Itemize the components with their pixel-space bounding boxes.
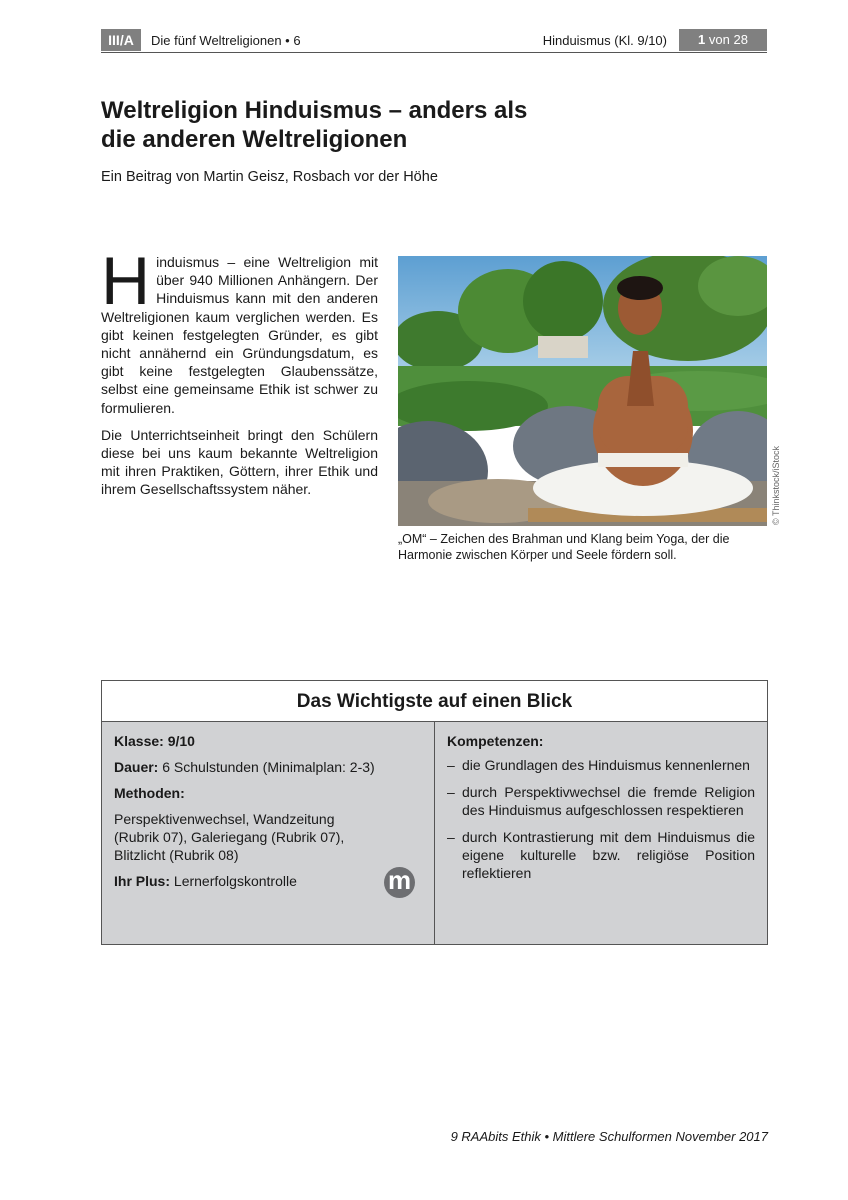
dauer-line bbox=[114, 758, 422, 776]
yoga-photo bbox=[398, 256, 767, 526]
author-byline: Ein Beitrag von Martin Geisz, Rosbach vor der Höhe bbox=[101, 169, 438, 185]
dauer-label: Dauer: bbox=[114, 759, 159, 775]
klasse-line bbox=[114, 732, 422, 750]
overview-heading: Das Wichtigste auf einen Blick bbox=[102, 681, 767, 722]
page-total: von 28 bbox=[708, 32, 748, 47]
page-header bbox=[101, 29, 767, 53]
intro-paragraph-2: Die Unterrichtseinheit bringt den Schülern diese bei uns kaum bekannte Weltreligion mit ihren Praktiken, Göttern, ihrer Ethik und ihrem Gesellschaftssystem näher. bbox=[101, 426, 378, 498]
methoden-label: Methoden: bbox=[114, 785, 185, 801]
klasse-label: Klasse: bbox=[114, 733, 164, 749]
kompetenzen-label: Kompetenzen: bbox=[447, 733, 544, 749]
kompetenz-item: – durch Kontrastierung mit dem Hinduismus die eigene kulturelle bzw. religiöse Position reflektieren bbox=[447, 828, 755, 882]
kompetenzen-list bbox=[447, 756, 755, 882]
plus-line bbox=[114, 872, 422, 890]
intro-paragraph-1 bbox=[101, 243, 378, 417]
intro-text bbox=[101, 243, 378, 508]
overview-box bbox=[101, 680, 768, 945]
section-badge: III/A bbox=[101, 29, 141, 51]
yoga-photo-illustration bbox=[398, 256, 767, 526]
methoden-value: Perspektivenwechsel, Wandzeitung (Rubrik 07), Galeriegang (Rubrik 07), Blitzlicht (Rubrik 08) bbox=[114, 811, 345, 863]
intro-p1-text: induismus – eine Weltreligion mit über 940 Millionen Anhängern. Der Hinduismus kann mit den anderen Weltreligionen kaum verglichen werden. Es gibt keinen festgelegten Gründer, es gibt nicht annähernd ein Gründungsdatum, es gibt keine festgelegten Glaubenssätze, selbst eine gemeinsame Ethik ist schwer zu formulieren. bbox=[101, 254, 378, 416]
methoden-label-line bbox=[114, 784, 422, 802]
topic-title: Hinduismus (Kl. 9/10) bbox=[542, 33, 667, 48]
photo-caption: „OM“ – Zeichen des Brahman und Klang beim Yoga, der die Harmonie zwischen Körper und Seele fördern soll. bbox=[398, 532, 730, 562]
dauer-value: 6 Schulstunden (Minimalplan: 2-3) bbox=[162, 759, 375, 775]
drop-cap: H bbox=[101, 243, 151, 319]
page-footer: 9 RAAbits Ethik • Mittlere Schulformen November 2017 bbox=[450, 1129, 768, 1144]
plus-value: Lernerfolgskontrolle bbox=[173, 873, 297, 889]
article-title bbox=[101, 96, 621, 154]
page-indicator bbox=[679, 29, 767, 51]
overview-right-column bbox=[435, 722, 767, 944]
methods-m-icon: m bbox=[384, 867, 415, 898]
klasse-value: 9/10 bbox=[167, 733, 195, 749]
series-title: Die fünf Weltreligionen • 6 bbox=[151, 33, 301, 48]
title-line-1: Weltreligion Hinduismus – anders als bbox=[101, 97, 528, 124]
plus-label: Ihr Plus: bbox=[114, 873, 171, 889]
kompetenz-item: – die Grundlagen des Hinduismus kennenlernen bbox=[447, 756, 755, 774]
kompetenz-item: – durch Perspektivwechsel die fremde Religion des Hinduismus aufgeschlossen respektieren bbox=[447, 783, 755, 819]
photo-credit: © Thinkstock/iStock bbox=[771, 446, 781, 525]
page-current: 1 bbox=[698, 32, 706, 47]
title-line-2: die anderen Weltreligionen bbox=[101, 126, 408, 153]
overview-left-column bbox=[102, 722, 435, 944]
